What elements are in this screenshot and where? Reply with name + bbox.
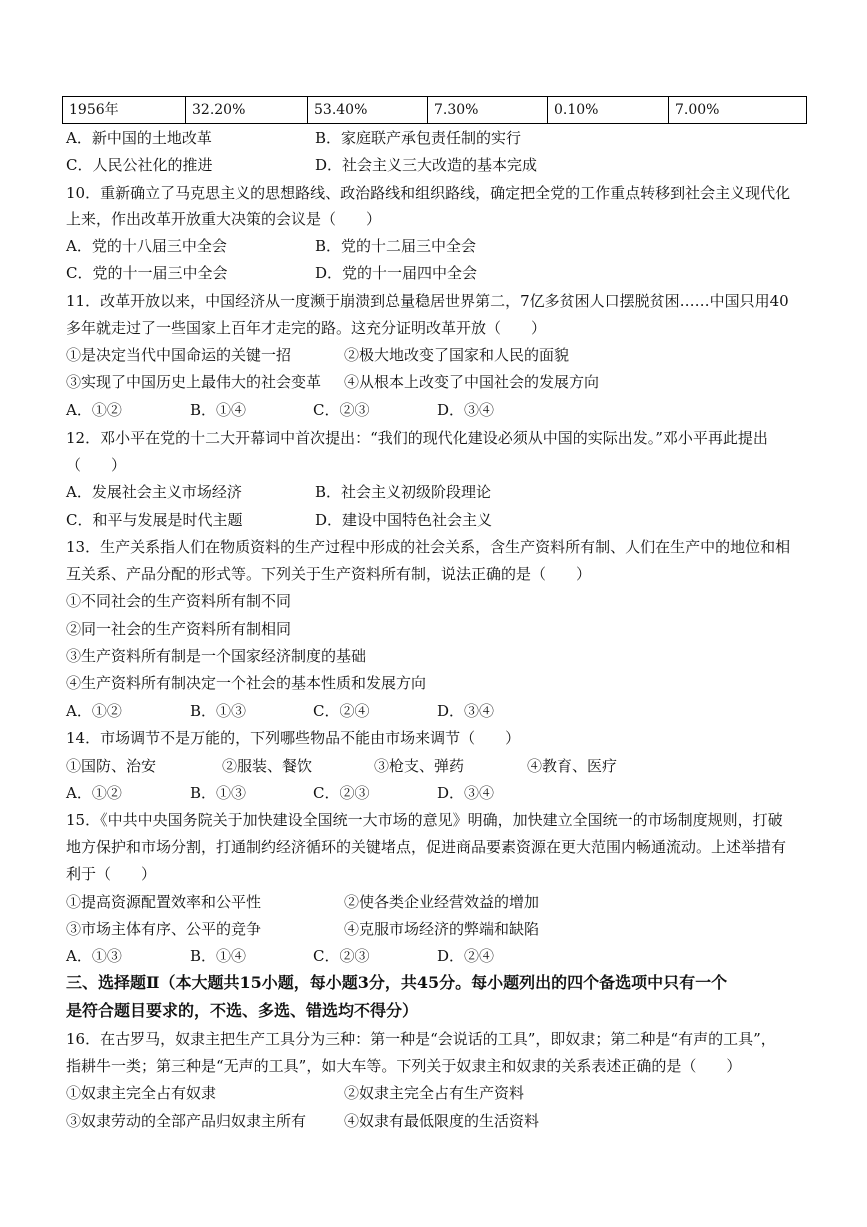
q14-item-2: ②服装、餐饮 — [222, 757, 313, 775]
table-cell: 0.10% — [548, 97, 669, 124]
q12-option-c: C．和平与发展是时代主题 — [66, 511, 243, 529]
q16-stem-line2: 指耕牛一类；第三种是“无声的工具”，如大车等。下列关于奴隶主和奴隶的关系表述正确的是（ ） — [66, 1057, 742, 1075]
q10-stem-line2: 上来，作出改革开放重大决策的会议是（ ） — [66, 210, 382, 228]
q9-option-b: B．家庭联产承包责任制的实行 — [315, 129, 522, 147]
q9-option-c: C．人民公社化的推进 — [66, 156, 213, 174]
q10-option-a: A．党的十八届三中全会 — [66, 237, 227, 255]
q13-item-4: ④生产资料所有制决定一个社会的基本性质和发展方向 — [66, 674, 427, 692]
q10-option-b: B．党的十二届三中全会 — [315, 237, 477, 255]
q10-option-c: C．党的十一届三中全会 — [66, 264, 228, 282]
q16-item-4: ④奴隶有最低限度的生活资料 — [344, 1112, 540, 1130]
q11-item-3: ③实现了中国历史上最伟大的社会变革 — [66, 373, 322, 391]
q14-option-d: D．③④ — [437, 784, 495, 802]
q14-option-b: B．①③ — [190, 784, 247, 802]
table-cell: 7.30% — [428, 97, 548, 124]
q11-option-d: D．③④ — [437, 401, 495, 419]
q14-option-c: C．②③ — [313, 784, 370, 802]
q15-item-1: ①提高资源配置效率和公平性 — [66, 893, 262, 911]
data-table — [62, 96, 807, 124]
q13-item-2: ②同一社会的生产资料所有制相同 — [66, 620, 292, 638]
q13-option-b: B．①③ — [190, 702, 247, 720]
q12-stem-line1: 12．邓小平在党的十二大开幕词中首次提出：“我们的现代化建设必须从中国的实际出发。”邓小平再此提出 — [66, 429, 768, 447]
table-cell: 7.00% — [669, 97, 807, 124]
q10-stem-line1: 10．重新确立了马克思主义的思想路线、政治路线和组织路线，确定把全党的工作重点转移到社会主义现代化 — [66, 184, 791, 202]
q10-option-d: D．党的十一届四中全会 — [315, 264, 478, 282]
q11-item-1: ①是决定当代中国命运的关键一招 — [66, 346, 292, 364]
q15-option-d: D．②④ — [437, 947, 495, 965]
q13-option-c: C．②④ — [313, 702, 370, 720]
q15-option-b: B．①④ — [190, 947, 247, 965]
q14-item-4: ④教育、医疗 — [527, 757, 618, 775]
q14-item-1: ①国防、治安 — [66, 757, 157, 775]
q11-option-c: C．②③ — [313, 401, 370, 419]
q11-option-a: A．①② — [66, 401, 122, 419]
table-cell: 53.40% — [308, 97, 428, 124]
section-heading-line2: 是符合题目要求的，不选、多选、错选均不得分） — [66, 1001, 419, 1020]
q11-item-4: ④从根本上改变了中国社会的发展方向 — [344, 373, 600, 391]
q13-item-1: ①不同社会的生产资料所有制不同 — [66, 592, 292, 610]
q11-stem-line2: 多年就走过了一些国家上百年才走完的路。这充分证明改革开放（ ） — [66, 319, 547, 337]
q15-item-4: ④克服市场经济的弊端和缺陷 — [344, 920, 540, 938]
q15-item-3: ③市场主体有序、公平的竞争 — [66, 920, 262, 938]
q12-option-b: B．社会主义初级阶段理论 — [315, 483, 492, 501]
q16-stem-line1: 16．在古罗马，奴隶主把生产工具分为三种：第一种是“会说话的工具”，即奴隶；第二种是“有声的工具”， — [66, 1030, 776, 1048]
q16-item-3: ③奴隶劳动的全部产品归奴隶主所有 — [66, 1112, 307, 1130]
q9-option-d: D．社会主义三大改造的基本完成 — [315, 156, 538, 174]
section-heading-line1: 三、选择题Ⅱ（本大题共15小题，每小题3分，共45分。每小题列出的四个备选项中只有一个 — [66, 973, 728, 992]
q11-stem-line1: 11．改革开放以来，中国经济从一度濒于崩溃到总量稳居世界第二，7亿多贫困人口摆脱贫困……中国只用40 — [66, 292, 789, 310]
q11-item-2: ②极大地改变了国家和人民的面貌 — [344, 346, 570, 364]
table-row — [63, 97, 807, 124]
q11-option-b: B．①④ — [190, 401, 247, 419]
q15-option-c: C．②③ — [313, 947, 370, 965]
q15-item-2: ②使各类企业经营效益的增加 — [344, 893, 540, 911]
q15-stem-line2: 地方保护和市场分割，打通制约经济循环的关键堵点，促进商品要素资源在更大范围内畅通流动。上述举措有 — [66, 838, 787, 856]
q12-option-a: A．发展社会主义市场经济 — [66, 483, 242, 501]
q16-item-2: ②奴隶主完全占有生产资料 — [344, 1084, 525, 1102]
q16-item-1: ①奴隶主完全占有奴隶 — [66, 1084, 217, 1102]
q12-stem-line2: （ ） — [66, 456, 127, 474]
q14-option-a: A．①② — [66, 784, 122, 802]
table-cell-year: 1956年 — [63, 97, 186, 124]
q14-item-3: ③枪支、弹药 — [374, 757, 465, 775]
q13-option-d: D．③④ — [437, 702, 495, 720]
q14-stem-line1: 14．市场调节不是万能的，下列哪些物品不能由市场来调节（ ） — [66, 729, 521, 747]
q9-option-a: A．新中国的土地改革 — [66, 129, 212, 147]
q13-item-3: ③生产资料所有制是一个国家经济制度的基础 — [66, 647, 367, 665]
q12-option-d: D．建设中国特色社会主义 — [315, 511, 493, 529]
q13-stem-line1: 13．生产关系指人们在物质资料的生产过程中形成的社会关系，含生产资料所有制、人们在生产中的地位和相 — [66, 538, 791, 556]
q13-stem-line2: 互关系、产品分配的形式等。下列关于生产资料所有制，说法正确的是（ ） — [66, 565, 592, 583]
q15-stem-line1: 15．《中共中央国务院关于加快建设全国统一大市场的意见》明确，加快建立全国统一的市场制度规则，打破 — [66, 811, 783, 829]
q13-option-a: A．①② — [66, 702, 122, 720]
q15-option-a: A．①③ — [66, 947, 122, 965]
table-cell: 32.20% — [186, 97, 308, 124]
q15-stem-line3: 利于（ ） — [66, 865, 157, 883]
